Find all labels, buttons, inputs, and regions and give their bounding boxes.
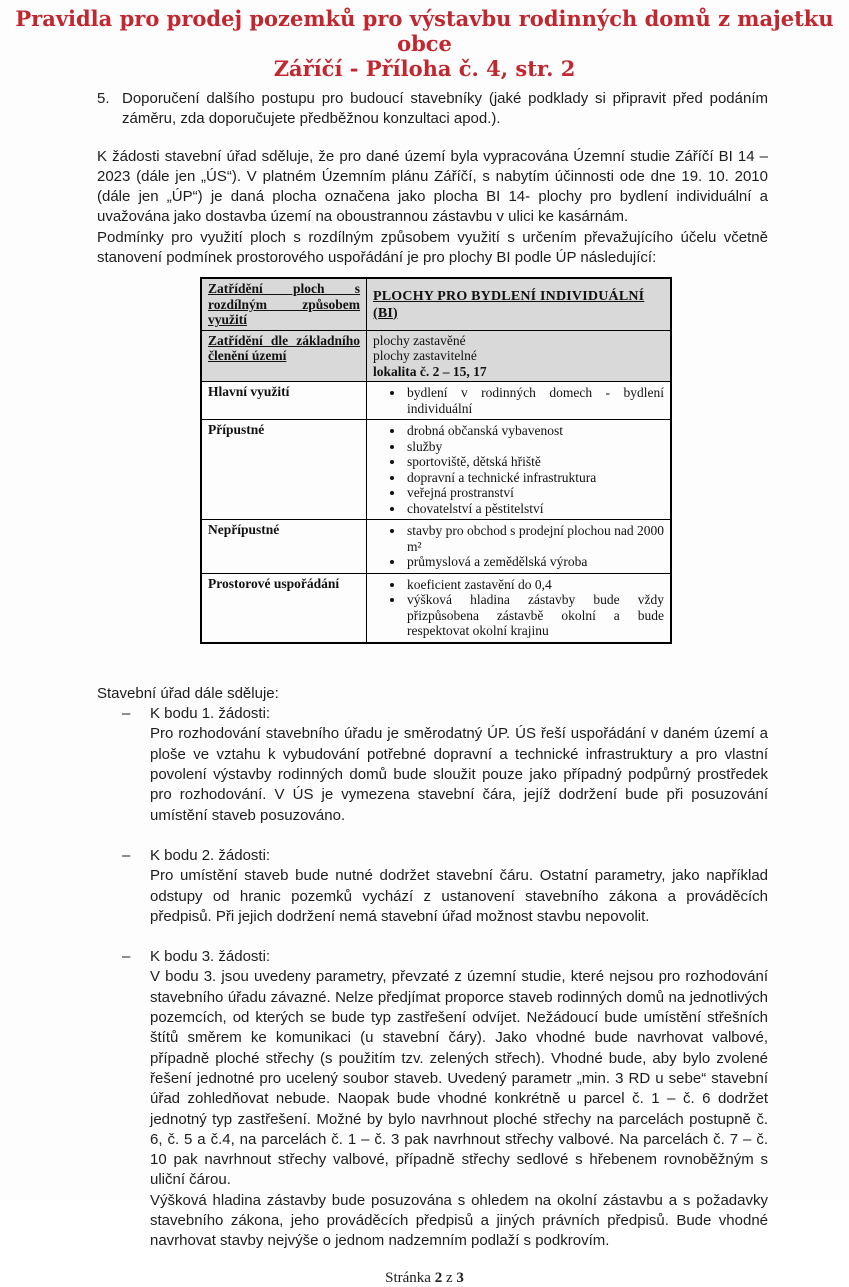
value-line: plochy zastavěné: [373, 332, 466, 348]
statement-item-label: K bodu 1. žádosti:: [150, 705, 271, 723]
dash-bullet: –: [122, 705, 131, 723]
table-row-spatial-arrangement: [201, 573, 671, 643]
bullet-item: • dopravní a technické infrastruktura: [405, 470, 664, 486]
statement-section: [97, 684, 768, 1252]
page-title-line2: Záříčí - Příloha č. 4, str. 2: [273, 56, 576, 81]
table-cell-label: [201, 382, 367, 420]
item-number: 5.: [97, 90, 110, 107]
table-cell-value: [367, 520, 672, 574]
table-cell-value: [367, 573, 672, 643]
footer-word: Stránka: [385, 1269, 431, 1286]
table-row-classification: [201, 278, 671, 330]
intro-paragraph-1: K žádosti stavební úřad sděluje, že pro dané území byla vypracována Územní studie Záříčí BI 14 – 2023 (dále jen „ÚS“). V platném Územním plánu Záříčí, s nabytím účinnosti ode dne 19. 10. 2010 (dále jen „ÚP“) je daná plocha označena jako plocha BI 14- plochy pro bydlení individuální a uvažována jako dostavba území na oboustrannou zástavbu v ulici ke kasárnám.: [97, 147, 768, 226]
row-label: Nepřípustné: [208, 522, 280, 538]
bullet-item: • stavby pro obchod s prodejní plochou nad 2000 m²: [405, 523, 664, 554]
table-cell-label: [201, 573, 367, 643]
numbered-item-5: [97, 89, 768, 130]
dash-bullet: –: [122, 948, 131, 966]
statement-item-label: K bodu 2. žádosti:: [150, 846, 271, 864]
statement-item-3: [97, 947, 768, 1251]
statement-item-head: [97, 704, 768, 724]
statement-item-paragraph: Pro rozhodování stavebního úřadu je směrodatný ÚP. ÚS řeší uspořádání v daném území a ploše ve vztahu k vybudování potřebné dopravní a technické infrastruktury a pro vlastní povolení výstavby rodinných domů bude sloužit pouze jako případný podpůrný prostředek pro rozhodování. V ÚS je vymezena stavební čára, jejíž dodržení bude při posuzování umístění staveb posuzováno.: [150, 725, 768, 824]
land-use-table: [200, 277, 672, 644]
table-cell-value: [367, 278, 672, 330]
table-cell-label: [201, 420, 367, 520]
footer-current-page: 2: [434, 1269, 443, 1286]
intro-paragraph-2: Podmínky pro využití ploch s rozdílným způsobem využití s určením převažujícího účelu včetně stanovení podmínek prostorového uspořádání je pro plochy BI podle ÚP následující:: [97, 228, 768, 267]
table-row-permissible: [201, 420, 671, 520]
value-line: plochy zastavitelné: [373, 348, 477, 364]
bullet-item: • bydlení v rodinných domech - bydlení individuální: [405, 385, 664, 416]
intro-paragraphs: [97, 147, 768, 269]
table-cell-label: [201, 330, 367, 382]
row-label: Přípustné: [208, 422, 265, 438]
table-row-impermissible: [201, 520, 671, 574]
bullet-item: • průmyslová a zemědělská výroba: [405, 554, 664, 570]
bullet-item: • koeficient zastavění do 0,4: [405, 577, 664, 593]
statement-item-head: [97, 846, 768, 866]
statement-item-label: K bodu 3. žádosti:: [150, 948, 271, 966]
bullet-item: • drobná občanská vybavenost: [405, 423, 664, 439]
item-text: Doporučení dalšího postupu pro budoucí stavebníky (jaké podklady si připravit před podáním záměru, zda doporučujete předběžnou konzultaci apod.).: [122, 90, 768, 128]
statement-item-paragraph: Výšková hladina zástavby bude posuzována s ohledem na okolní zástavbu a s požadavky stavebního zákona, jeho prováděcích předpisů a jiných právních předpisů. Bude vhodné navrhovat stavby nejvýše o jednom nadzemním podlaží s podkrovím.: [150, 1191, 768, 1250]
row-label: Prostorové uspořádání: [208, 575, 340, 591]
row-label: Hlavní využití: [208, 384, 290, 400]
row-label: Zatřídění ploch s rozdílným způsobem využití: [208, 281, 360, 328]
bullet-item: • výšková hladina zástavby bude vždy přizpůsobena zástavbě okolní a bude respektovat okolní krajinu: [405, 592, 664, 639]
value-line-bold: lokalita č. 2 – 15, 17: [373, 363, 487, 379]
bullet-item: • veřejná prostranství: [405, 485, 664, 501]
table-main-header: PLOCHY PRO BYDLENÍ INDIVIDUÁLNÍ (BI): [373, 289, 645, 321]
table-row-basic-division: [201, 330, 671, 382]
bullet-item: • chovatelství a pěstitelství: [405, 501, 664, 517]
table-row-main-use: [201, 382, 671, 420]
row-label: Zatřídění dle základního členění území: [208, 332, 360, 364]
statement-item-head: [97, 947, 768, 967]
table-cell-label: [201, 278, 367, 330]
footer-total-pages: 3: [456, 1269, 464, 1286]
statement-item-2: [97, 846, 768, 927]
bullet-item: • služby: [405, 439, 664, 455]
footer-of-word: z: [445, 1269, 453, 1286]
bullet-item: • sportoviště, dětská hřiště: [405, 454, 664, 470]
page-number-footer: [0, 1270, 849, 1287]
dash-bullet: –: [122, 846, 131, 864]
statement-item-paragraph: V bodu 3. jsou uvedeny parametry, převzaté z územní studie, které nejsou pro rozhodování stavebního úřadu závazné. Nelze předjímat proporce staveb rodinných domů na jednotlivých pozemcích, od kterých se bude typ zastřešení odvíjet. Nežádoucí bude umístění střešních štítů směrem ke komunikaci (u stavební čáry). Jako vhodné bude navrhovat valbové, případně ploché střechy (s použitím tzv. zelených střech). Vhodné bude, aby bylo zvolené řešení jednotné pro ucelený soubor staveb. Uvedený parametr „min. 3 RD u sebe“ stavební úřad zohledňovat nebude. Naopak bude vhodné konkrétně u parcel č. 1 – č. 6 dodržet jednotný typ zastřešení. Možné by bylo navrhnout ploché střechy na parcelách postupně č. 6, č. 5 a č.4, na parcelách č. 1 – č. 3 pak navrhnout střechy valbové. Na parcelách č. 7 – č. 10 pak navrhnout střechy valbové, případně střechy sedlové s hřebenem rovnoběžným s uliční čárou.: [150, 968, 768, 1189]
document-content: [97, 89, 768, 1252]
table-cell-label: [201, 520, 367, 574]
page-title: [0, 0, 849, 81]
table-cell-value: [367, 330, 672, 382]
table-cell-value: [367, 420, 672, 520]
statement-item-paragraph: Pro umístění staveb bude nutné dodržet stavební čáru. Ostatní parametry, jako například odstupy od hranic pozemků vychází z ustanovení stavebního zákona a prováděcích předpisů. Při jejich dodržení nemá stavební úřad možnost stavbu nepovolit.: [150, 867, 768, 925]
page-title-line1: Pravidla pro prodej pozemků pro výstavbu rodinných domů z majetku obce: [15, 6, 834, 56]
statement-item-1: [97, 704, 768, 826]
statement-header: Stavební úřad dále sděluje:: [97, 684, 279, 702]
table-cell-value: [367, 382, 672, 420]
